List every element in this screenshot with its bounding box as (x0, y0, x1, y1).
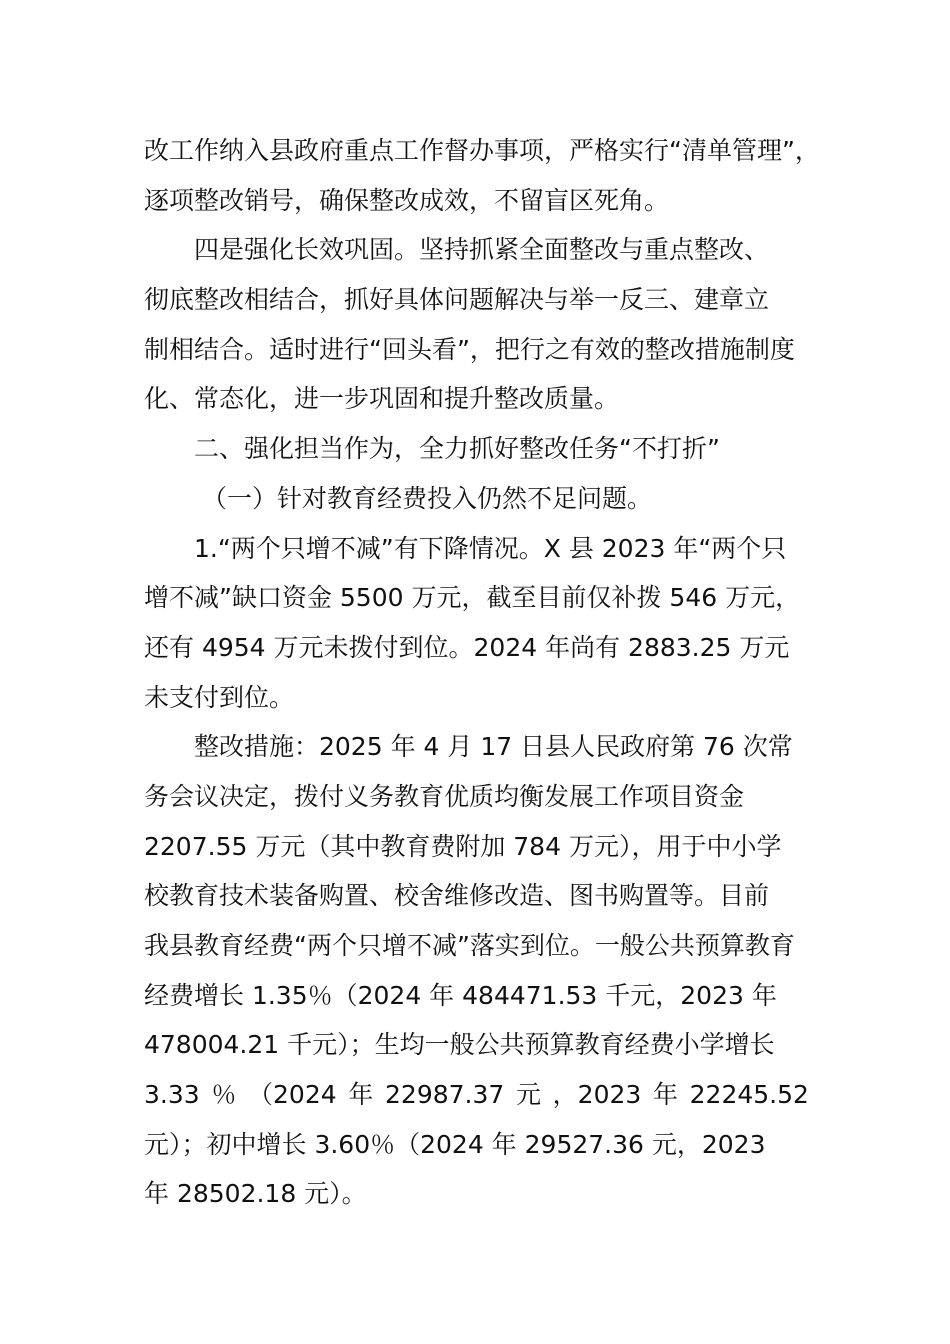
body-line: 逐项整改销号，确保整改成效，不留盲区死角。 (144, 185, 670, 215)
line-token: 元 (515, 1080, 541, 1110)
paragraph-start-line: 整改措施：2025 年 4 月 17 日县人民政府第 76 次常 (194, 732, 793, 762)
justified-body-line (144, 1070, 809, 1120)
body-line: 2207.55 万元（其中教育费附加 784 万元），用于中小学 (144, 831, 782, 861)
line-token: 年 (652, 1080, 678, 1110)
body-line: 增不减”缺口资金 5500 万元，截至目前仅补拨 546 万元， (144, 583, 801, 613)
body-line: 元）；初中增长 3.60％（2024 年 29527.36 元，2023 (144, 1129, 766, 1159)
document-page (144, 126, 820, 1219)
body-line: 年 28502.18 元）。 (144, 1179, 367, 1209)
line-token: 22987.37 (385, 1080, 505, 1110)
line-token: 年 (348, 1080, 374, 1110)
line-token: ，2023 (552, 1080, 642, 1110)
subsection-heading: （一）针对教育经费投入仍然不足问题。 (202, 483, 653, 513)
line-token: 22245.52 (689, 1080, 809, 1110)
paragraph-start-line: 1.“两个只增不减”有下降情况。X 县 2023 年“两个只 (194, 533, 787, 563)
body-line: 务会议决定，拨付义务教育优质均衡发展工作项目资金 (144, 781, 745, 811)
body-line: 经费增长 1.35％（2024 年 484471.53 千元，2023 年 (144, 980, 777, 1010)
line-token: ％ (211, 1080, 237, 1110)
body-line: 彻底整改相结合，抓好具体问题解决与举一反三、建章立 (144, 285, 770, 315)
section-heading: 二、强化担当作为，全力抓好整改任务“不打折” (194, 434, 720, 464)
line-token: 3.33 (144, 1080, 200, 1110)
body-line: 校教育技术装备购置、校舍维修改造、图书购置等。目前 (144, 881, 770, 911)
body-line: 还有 4954 万元未拨付到位。2024 年尚有 2883.25 万元 (144, 632, 790, 662)
body-line: 制相结合。适时进行“回头看”，把行之有效的整改措施制度 (144, 334, 795, 364)
body-line: 改工作纳入县政府重点工作督办事项，严格实行“清单管理”， (144, 136, 820, 165)
body-line: 478004.21 千元）；生均一般公共预算教育经费小学增长 (144, 1030, 775, 1060)
body-line: 未支付到位。 (144, 682, 295, 712)
paragraph-start-line: 四是强化长效巩固。坚持抓紧全面整改与重点整改、 (194, 235, 770, 265)
body-line: 我县教育经费“两个只增不减”落实到位。一般公共预算教育 (144, 931, 795, 960)
body-line: 化、常态化，进一步巩固和提升整改质量。 (144, 384, 620, 414)
line-token: （2024 (248, 1080, 337, 1110)
